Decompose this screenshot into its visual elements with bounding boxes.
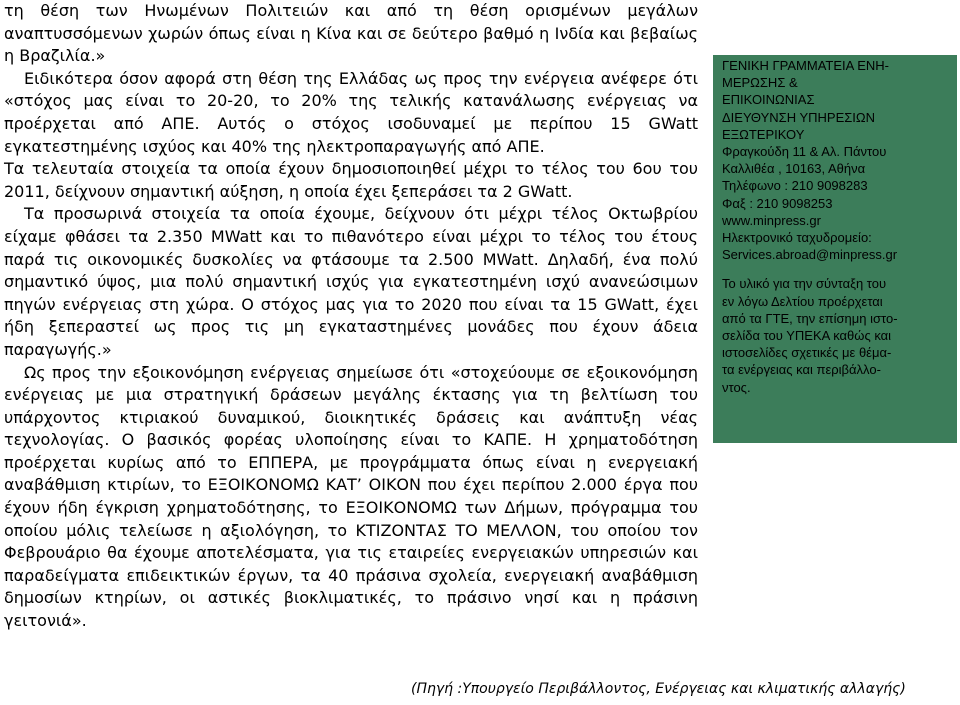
website-link[interactable]: www.minpress.gr	[722, 212, 821, 228]
note-line: εν λόγω Δελτίου προέρχεται	[722, 293, 883, 309]
note-line: ιστοσελίδες σχετικές με θέμα-	[722, 345, 892, 361]
note-line: από τα ΓΤΕ, την επίσημη ιστο-	[722, 310, 898, 326]
note-block	[722, 275, 951, 395]
article-body	[4, 0, 698, 633]
note-line: ντος.	[722, 379, 751, 395]
contact-line: ΕΞΩΤΕΡΙΚΟΥ	[722, 126, 805, 142]
sidebar-spacer	[722, 263, 951, 275]
contact-block	[722, 57, 951, 263]
contact-line: Φραγκούδη 11 & Αλ. Πάντου	[722, 144, 887, 160]
note-line: σελίδα του ΥΠΕΚΑ καθώς και	[722, 328, 892, 344]
paragraph-3: Τα τελευταία στοιχεία τα οποία έχουν δημοσιοποιηθεί μέχρι το τέλος του 6ου του 2011, δείχνουν σημαντική αύξηση, η οποία έχει ξεπεράσει τα 2 GWatt.	[4, 159, 698, 201]
contact-line: Ηλεκτρονικό ταχυδρομείο:	[722, 230, 872, 246]
contact-sidebar	[713, 55, 957, 443]
source-citation: (Πηγή :Υπουργείο Περιβάλλοντος, Ενέργειας και κλιματικής αλλαγής)	[411, 681, 906, 697]
contact-line: ΕΠΙΚΟΙΝΩΝΙΑΣ	[722, 92, 815, 108]
note-line: Το υλικό για την σύνταξη του	[722, 276, 887, 292]
contact-line: Φαξ : 210 9098253	[722, 195, 833, 211]
contact-line: ΜΕΡΩΣΗΣ &	[722, 75, 798, 91]
contact-line: ΔΙΕΥΘΥΝΣΗ ΥΠΗΡΕΣΙΩΝ	[722, 109, 876, 125]
contact-line: Τηλέφωνο : 210 9098283	[722, 178, 868, 194]
note-line: τα ενέργειας και περιβάλλο-	[722, 362, 881, 378]
contact-line: ΓΕΝΙΚΗ ΓΡΑΜΜΑΤΕΙΑ ΕΝΗ-	[722, 58, 889, 73]
paragraph-2: Ειδικότερα όσον αφορά στη θέση της Ελλάδας ως προς την ενέργεια ανέφερε ότι «στόχος μας είναι το 20-20, το 20% της τελικής κατανάλωσης ενέργειας να προέρχεται από ΑΠΕ. Αυτός ο στόχος ισοδυναμεί με περίπου 15 GWatt εγκατεστημένης ισχύος και 40% της ηλεκτροπαραγωγής από ΑΠΕ.	[4, 68, 698, 156]
paragraph-4: Τα προσωρινά στοιχεία τα οποία έχουμε, δείχνουν ότι μέχρι τέλος Οκτωβρίου είχαμε φθάσει τα 2.350 MWatt και το πιθανότερο είναι μέχρι το τέλος του έτους παρά τις οικονομικές δυσκολίες να φτάσουμε τα 2.500 MWatt. Δηλαδή, ένα πολύ σημαντικό ύψος, μια πολύ σημαντική ισχύς για εγκατεστημένη ισχύ ανανεώσιμων πηγών ενέργειας στη χώρα. Ο στόχος μας για το 2020 που είναι τα 15 GWatt, έχει ήδη ξεπεραστεί ως προς τις μη εγκαταστημένες μονάδες που έχουν άδεια παραγωγής.»	[4, 204, 698, 359]
paragraph-1: τη θέση των Ηνωμένων Πολιτειών και από τη θέση ορισμένων μεγάλων αναπτυσσόμενων χωρών όπως είναι η Κίνα και σε δεύτερο βαθμό η Ινδία και βεβαίως η Βραζιλία.»	[4, 1, 698, 66]
email-link[interactable]: Services.abroad@minpress.gr	[722, 247, 898, 263]
paragraph-5: Ως προς την εξοικονόμηση ενέργειας σημείωσε ότι «στοχεύουμε σε εξοικονόμηση ενέργειας με μια στρατηγική δράσεων μεγάλης έκτασης για τη βελτίωση του υπάρχοντος κτιριακού δυναμικού, διοικητικές δράσεις και ανάπτυξη νέας τεχνολογίας. Ο βασικός φορέας υλοποίησης είναι το ΚΑΠΕ. Η χρηματοδότηση προέρχεται κυρίως από το ΕΠΠΕΡΑ, με προγράμματα όπως είναι η ενεργειακή αναβάθμιση κτιρίων, το ΕΞΟΙΚΟΝΟΜΩ ΚΑΤ’ ΟΙΚΟΝ που έχει περίπου 2.000 έργα που έχουν ήδη έγκριση χρηματοδότησης, το ΕΞΟΙΚΟΝΟΜΩ των Δήμων, πρόγραμμα του οποίου μόλις τελείωσε η αξιολόγηση, το ΚΤΙΖΟΝΤΑΣ ΤΟ ΜΕΛΛΟΝ, του οποίου τον Φεβρουάριο θα έχουμε αποτελέσματα, για τις εταιρείες ενεργειακών υπηρεσιών και παραδείγματα επιδεικτικών έργων, τα 40 πράσινα σχολεία, ενεργειακή αναβάθμιση δημοσίων κτηρίων, οι αστικές βιοκλιματικές, το πράσινο νησί και η πράσινη γειτονιά».	[4, 362, 698, 631]
contact-line: Καλλιθέα , 10163, Αθήνα	[722, 161, 866, 177]
